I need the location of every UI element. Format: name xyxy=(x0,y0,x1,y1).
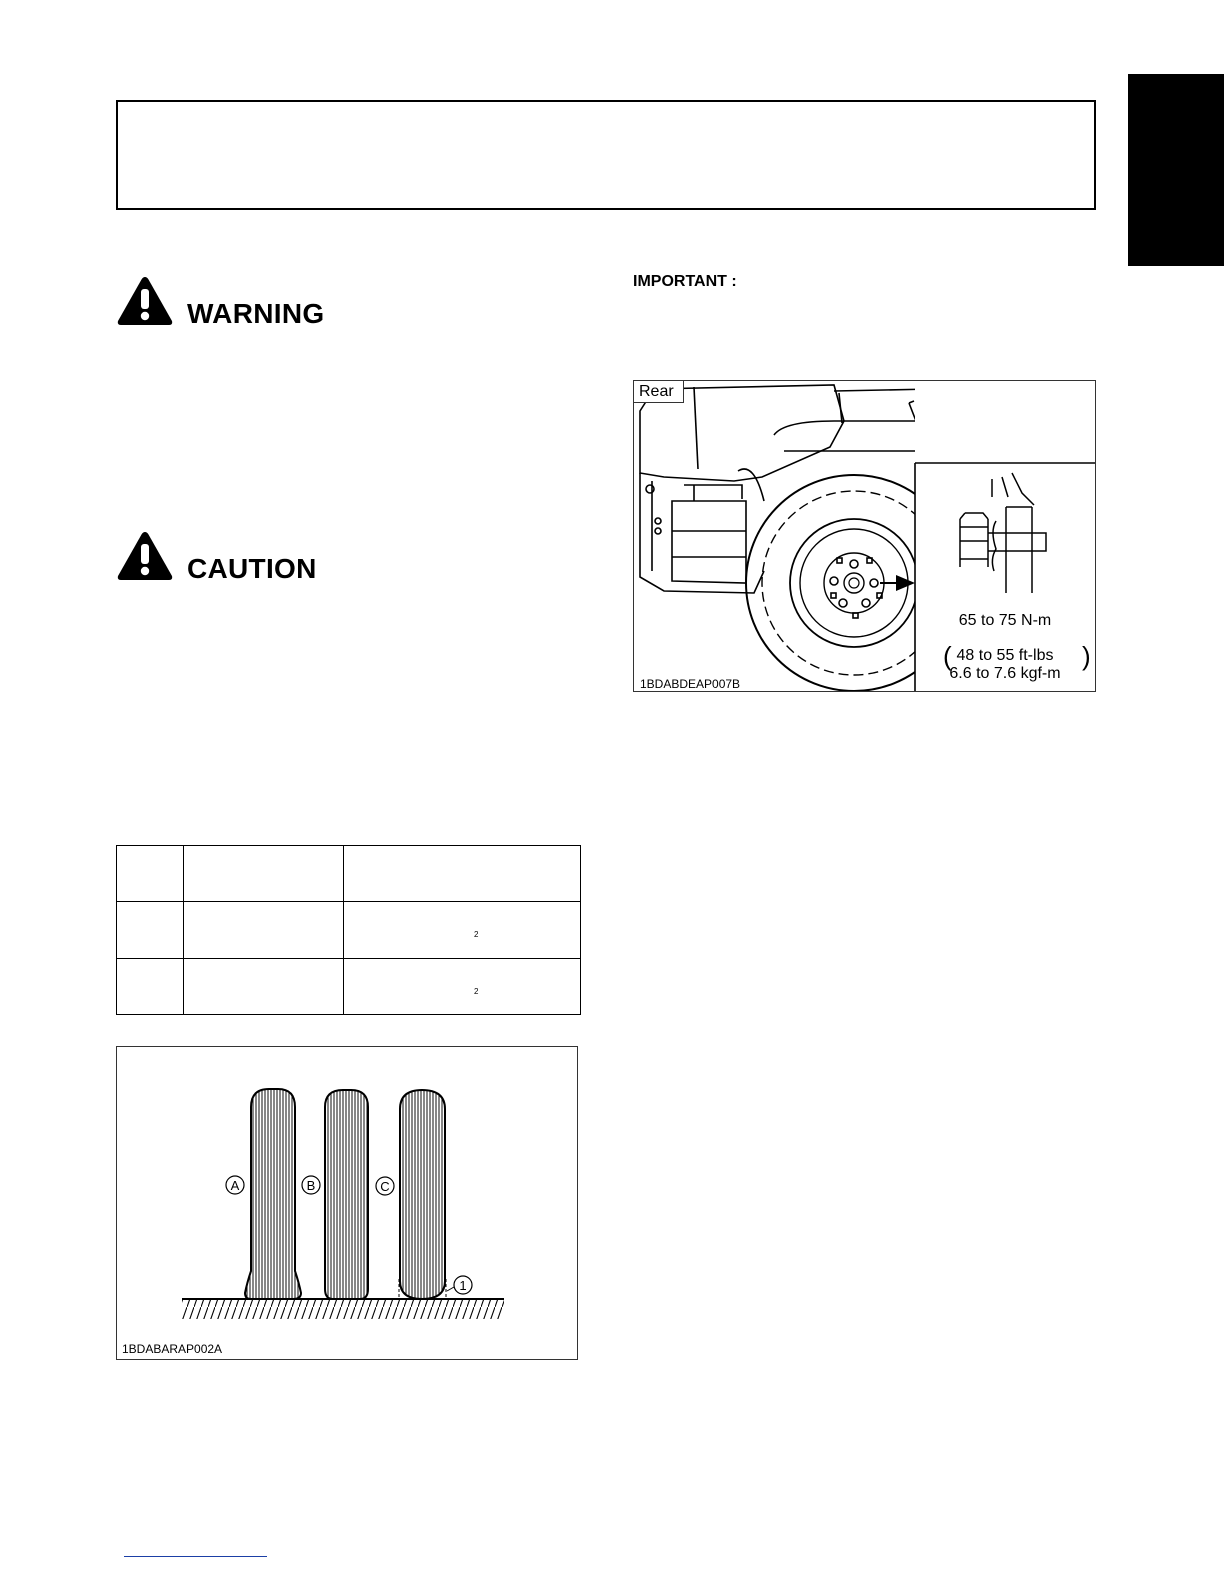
caution-label: CAUTION xyxy=(187,553,317,584)
unit-superscript: 2 xyxy=(474,930,479,940)
tire-pressure-table xyxy=(116,845,581,1015)
warning-icon xyxy=(116,275,174,332)
warning-label: WARNING xyxy=(187,298,325,329)
tire-inflation-figure xyxy=(116,1046,578,1360)
table-cell xyxy=(184,846,344,902)
important-label: IMPORTANT : xyxy=(633,273,737,290)
tire-figure-code: 1BDABARAP002A xyxy=(122,1342,223,1356)
caution-icon xyxy=(116,530,174,587)
table-cell xyxy=(344,958,581,1014)
section-tab xyxy=(1128,74,1224,266)
ground-marker-label: 1 xyxy=(459,1278,467,1293)
rear-label: Rear xyxy=(639,383,674,400)
wheel-figure-code: 1BDABDEAP007B xyxy=(640,677,741,691)
table-cell xyxy=(117,846,184,902)
table-row xyxy=(117,958,581,1014)
unit-superscript: 2 xyxy=(474,986,479,996)
tire-label-b: B xyxy=(306,1178,316,1193)
bracket-open: ( xyxy=(943,641,952,671)
header-box xyxy=(116,100,1096,210)
tire-label-a: A xyxy=(230,1178,240,1193)
wheel-bolt-figure xyxy=(633,380,1096,692)
rear-corner-tag xyxy=(634,381,684,403)
tire-label-c: C xyxy=(380,1179,390,1194)
torque-kgfm: 6.6 to 7.6 kgf-m xyxy=(949,665,1061,682)
tire-inflation-illustration xyxy=(117,1047,578,1360)
footer-link-rule[interactable] xyxy=(124,1556,267,1557)
table-cell xyxy=(117,958,184,1014)
bracket-close: ) xyxy=(1082,641,1091,671)
table-cell xyxy=(184,902,344,958)
table-row xyxy=(117,902,581,958)
table-header-row xyxy=(117,846,581,902)
table-cell xyxy=(184,958,344,1014)
torque-nm: 65 to 75 N-m xyxy=(958,612,1052,629)
table-cell xyxy=(117,902,184,958)
table-cell xyxy=(344,902,581,958)
table-cell xyxy=(344,846,581,902)
wheel-bolt-illustration xyxy=(634,381,1096,692)
torque-ftlbs: 48 to 55 ft-lbs xyxy=(956,647,1054,664)
